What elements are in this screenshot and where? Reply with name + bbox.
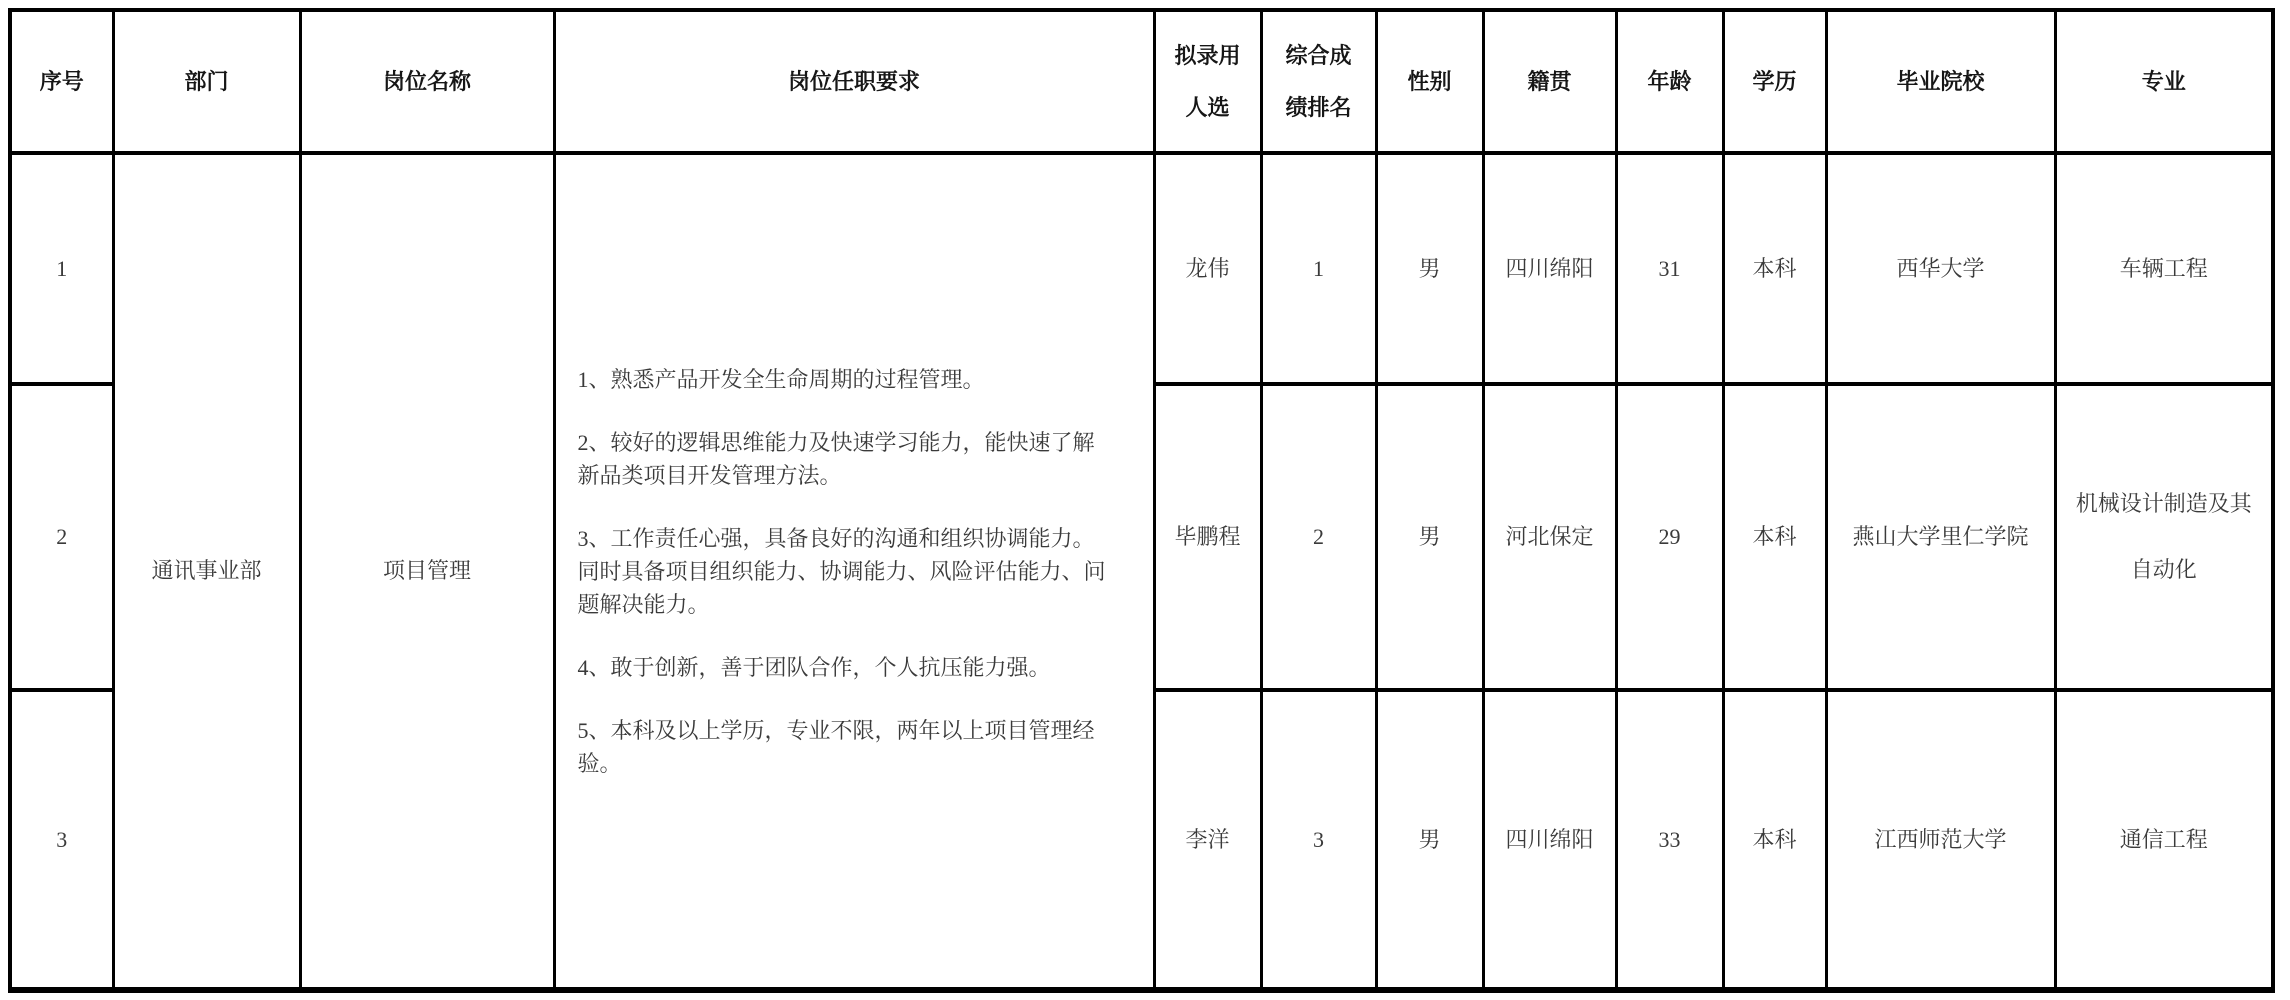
cell-rank: 3: [1261, 690, 1376, 990]
table-row: [10, 153, 2273, 384]
cell-education: 本科: [1723, 690, 1826, 990]
header-row: [10, 10, 2273, 153]
col-header-position: 岗位名称: [300, 10, 554, 153]
cell-gender: 男: [1376, 384, 1483, 690]
requirement-item: 5、本科及以上学历，专业不限，两年以上项目管理经验。: [577, 717, 1095, 776]
cell-age: 33: [1616, 690, 1723, 990]
col-header-hometown: 籍贯: [1483, 10, 1616, 153]
col-header-gender: 性别: [1376, 10, 1483, 153]
cell-rank: 1: [1261, 153, 1376, 384]
col-header-age: 年龄: [1616, 10, 1723, 153]
col-header-school: 毕业院校: [1826, 10, 2055, 153]
requirement-item: 2、较好的逻辑思维能力及快速学习能力，能快速了解新品类项目开发管理方法。: [577, 429, 1095, 488]
col-header-major: 专业: [2055, 10, 2273, 153]
cell-hometown: 四川绵阳: [1483, 690, 1616, 990]
cell-age: 31: [1616, 153, 1723, 384]
cell-seq: 1: [10, 153, 113, 384]
col-header-requirements: 岗位任职要求: [554, 10, 1154, 153]
requirement-item: 1、熟悉产品开发全生命周期的过程管理。: [577, 366, 985, 392]
col-header-candidate-label: 拟录用人选: [1174, 42, 1241, 120]
cell-major: 通信工程: [2055, 690, 2273, 990]
cell-major: 车辆工程: [2055, 153, 2273, 384]
cell-school: 燕山大学里仁学院: [1826, 384, 2055, 690]
cell-hometown: 四川绵阳: [1483, 153, 1616, 384]
cell-hometown: 河北保定: [1483, 384, 1616, 690]
cell-candidate: 毕鹏程: [1154, 384, 1261, 690]
col-header-rank-label: 综合成绩排名: [1285, 42, 1352, 120]
cell-gender: 男: [1376, 153, 1483, 384]
cell-candidate: 龙伟: [1154, 153, 1261, 384]
cell-gender: 男: [1376, 690, 1483, 990]
cell-major: [2055, 384, 2273, 690]
cell-requirements: [554, 153, 1154, 990]
recruitment-table: [8, 8, 2275, 993]
cell-position: 项目管理: [300, 153, 554, 990]
cell-seq: 2: [10, 384, 113, 690]
requirement-item: 3、工作责任心强，具备良好的沟通和组织协调能力。同时具备项目组织能力、协调能力、风险评估能力、问题解决能力。: [577, 525, 1106, 617]
requirement-item: 4、敢于创新，善于团队合作，个人抗压能力强。: [577, 654, 1051, 680]
col-header-candidate: [1154, 10, 1261, 153]
cell-candidate: 李洋: [1154, 690, 1261, 990]
cell-age: 29: [1616, 384, 1723, 690]
cell-seq: 3: [10, 690, 113, 990]
cell-education: 本科: [1723, 153, 1826, 384]
cell-school: 西华大学: [1826, 153, 2055, 384]
cell-school: 江西师范大学: [1826, 690, 2055, 990]
cell-major-label: 机械设计制造及其自动化: [2075, 491, 2252, 582]
col-header-seq: 序号: [10, 10, 113, 153]
cell-rank: 2: [1261, 384, 1376, 690]
col-header-rank: [1261, 10, 1376, 153]
cell-department: 通讯事业部: [113, 153, 300, 990]
cell-education: 本科: [1723, 384, 1826, 690]
col-header-department: 部门: [113, 10, 300, 153]
document-sheet: [8, 8, 2275, 993]
col-header-education: 学历: [1723, 10, 1826, 153]
